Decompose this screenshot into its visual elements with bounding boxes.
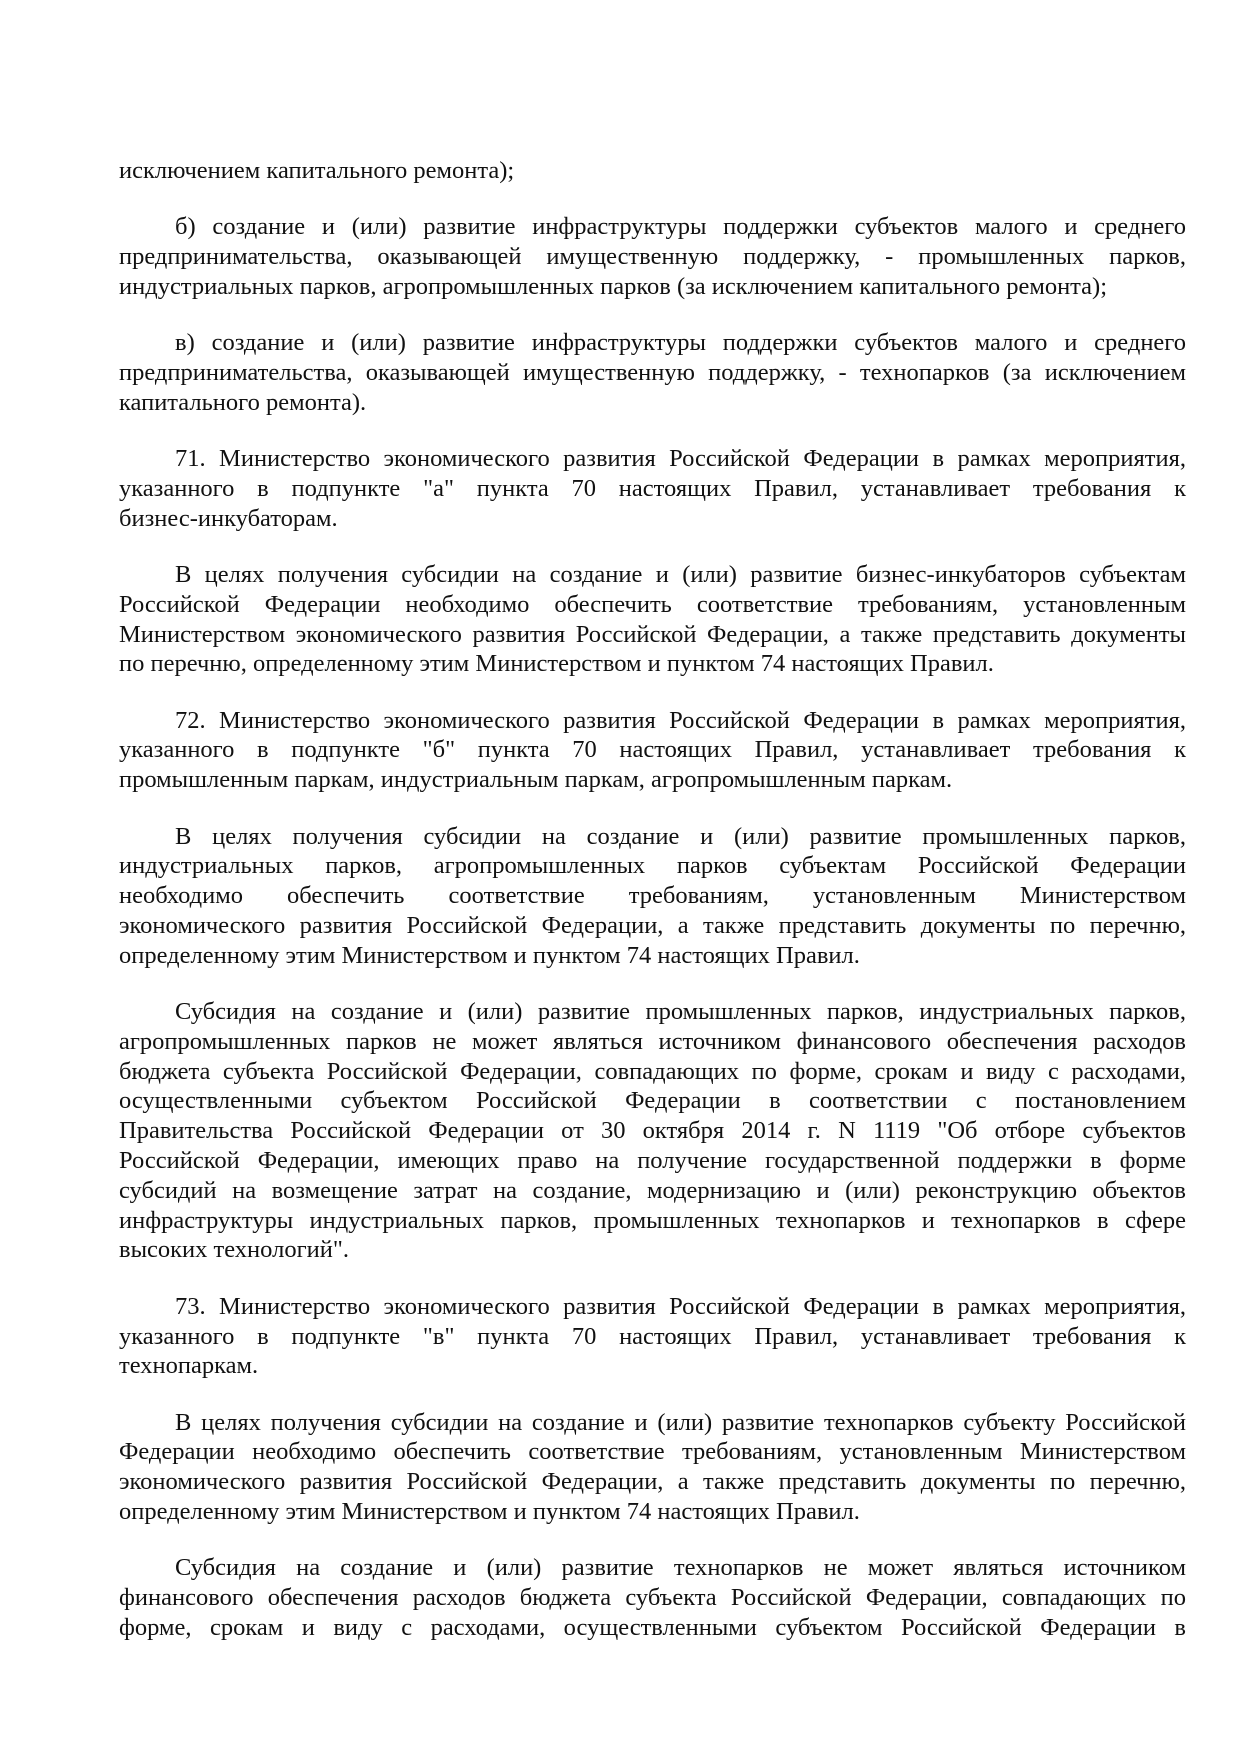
text-line: указанного в подпункте "б" пункта 70 настоящих Правил, устанавливает требования к [119,736,1186,764]
paragraph [119,212,1186,301]
text-line: указанного в подпункте "в" пункта 70 настоящих Правил, устанавливает требования к [119,1322,1186,1350]
text-line: Правительства Российской Федерации от 30 октября 2014 г. N 1119 "Об отборе субъектов [119,1117,1186,1145]
text-line: индустриальных парков, агропромышленных парков субъектам Российской Федерации [119,852,1186,880]
text-line: Российской Федерации необходимо обеспечить соответствие требованиям, установленным [119,590,1186,618]
paragraph [119,706,1186,795]
text-line: Субсидия на создание и (или) развитие технопарков не может являться источником [175,1554,1186,1582]
text-line: указанного в подпункте "а" пункта 70 настоящих Правил, устанавливает требования к [119,474,1186,502]
text-line: инфраструктуры индустриальных парков, промышленных технопарков и технопарков в сфере [119,1206,1186,1234]
text-line: б) создание и (или) развитие инфраструктуры поддержки субъектов малого и среднего [175,213,1186,241]
text-line: индустриальных парков, агропромышленных парков (за исключением капитального ремонта); [119,272,1108,300]
text-line: агропромышленных парков не может являться источником финансового обеспечения расходов [119,1027,1186,1055]
text-line: В целях получения субсидии на создание и (или) развитие бизнес-инкубаторов субъектам [175,560,1186,588]
paragraph [119,1408,1186,1527]
document-page [119,156,1186,1669]
paragraph [119,444,1186,533]
text-line: бизнес-инкубаторам. [119,504,338,532]
text-line: предпринимательства, оказывающей имущественную поддержку, - технопарков (за исключением [119,358,1186,386]
paragraph [119,1553,1186,1642]
text-line: осуществленными субъектом Российской Федерации в соответствии с постановлением [119,1087,1186,1115]
text-line: Министерством экономического развития Российской Федерации, а также представить документы [119,620,1186,648]
text-line: Субсидия на создание и (или) развитие промышленных парков, индустриальных парков, [175,998,1186,1026]
text-line: в) создание и (или) развитие инфраструктуры поддержки субъектов малого и среднего [175,329,1186,357]
text-line: финансового обеспечения расходов бюджета субъекта Российской Федерации, совпадающих по [119,1584,1186,1612]
text-line: Федерации необходимо обеспечить соответствие требованиям, установленным Министерством [119,1438,1186,1466]
text-line: исключением капитального ремонта); [119,157,515,184]
text-line: Российской Федерации, имеющих право на получение государственной поддержки в форме [119,1147,1186,1175]
text-line: определенному этим Министерством и пунктом 74 настоящих Правил. [119,941,860,969]
text-line: высоких технологий". [119,1236,349,1264]
text-line: В целях получения субсидии на создание и (или) развитие технопарков субъекту Российской [175,1408,1186,1436]
text-line: капитального ремонта). [119,388,367,416]
paragraph [119,328,1186,417]
text-line: экономического развития Российской Федерации, а также представить документы по перечню, [119,1468,1186,1496]
text-line: субсидий на возмещение затрат на создание, модернизацию и (или) реконструкцию объектов [119,1176,1186,1204]
text-line: 71. Министерство экономического развития Российской Федерации в рамках мероприятия, [175,445,1186,473]
text-line: В целях получения субсидии на создание и (или) развитие промышленных парков, [175,822,1186,850]
text-line: промышленным паркам, индустриальным паркам, агропромышленным паркам. [119,766,953,794]
text-line: экономического развития Российской Федерации, а также представить документы по перечню, [119,911,1186,939]
text-line: по перечню, определенному этим Министерством и пунктом 74 настоящих Правил. [119,650,994,678]
text-line: 72. Министерство экономического развития Российской Федерации в рамках мероприятия, [175,706,1186,734]
text-line: технопаркам. [119,1352,259,1380]
text-line: бюджета субъекта Российской Федерации, совпадающих по форме, срокам и виду с расходами, [119,1057,1186,1085]
paragraph [119,822,1186,971]
paragraph [119,1292,1186,1381]
paragraph [119,560,1186,679]
text-line: форме, срокам и виду с расходами, осуществленными субъектом Российской Федерации в [119,1613,1186,1641]
text-line: 73. Министерство экономического развития Российской Федерации в рамках мероприятия, [175,1292,1186,1320]
paragraph [119,997,1186,1265]
text-line: необходимо обеспечить соответствие требованиям, установленным Министерством [119,882,1186,910]
text-line: определенному этим Министерством и пунктом 74 настоящих Правил. [119,1497,860,1525]
paragraph [119,156,1186,186]
text-line: предпринимательства, оказывающей имущественную поддержку, - промышленных парков, [119,243,1186,271]
